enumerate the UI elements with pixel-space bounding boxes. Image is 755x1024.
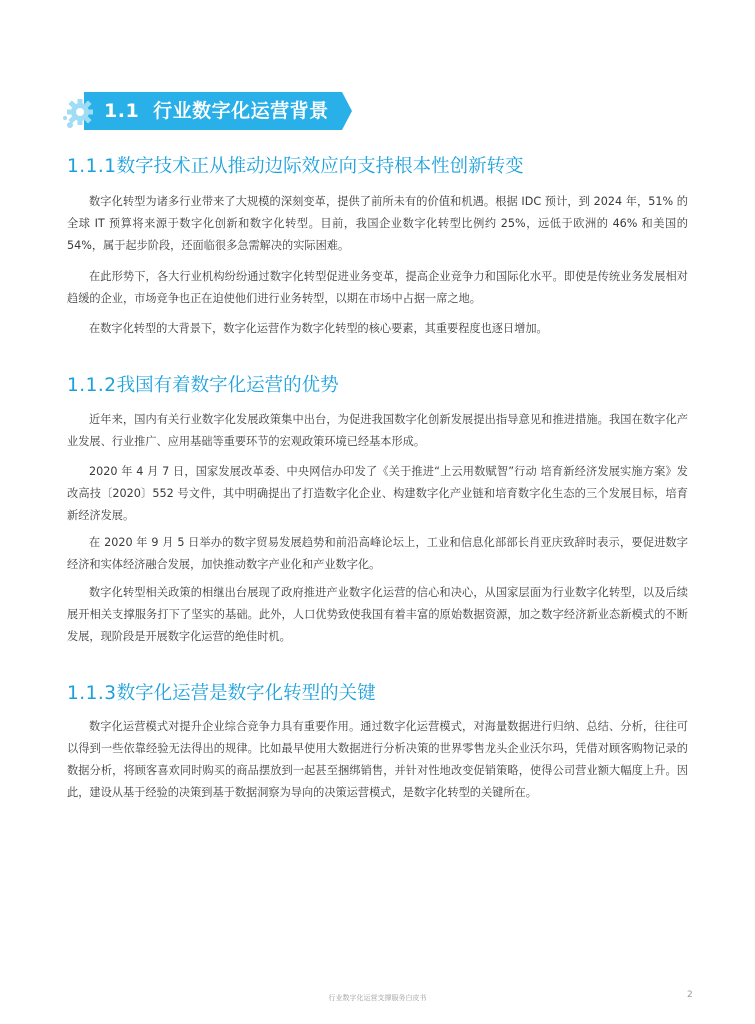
section-banner <box>62 92 352 130</box>
paragraph: 近年来，国内有关行业数字化发展政策集中出台，为促进我国数字化创新发展提出指导意见和推进措施。我国在数字化产业发展、行业推广、应用基础等重要环节的宏观政策环境已经基本形成。 <box>67 413 688 448</box>
banner-title <box>104 99 329 123</box>
section-title-text: 我国有着数字化运营的优势 <box>116 375 339 396</box>
section-number: 1.1.1 <box>67 156 117 177</box>
paragraph: 在 2020 年 9 月 5 日举办的数字贸易发展趋势和前沿高峰论坛上，工业和信息化部部长肖亚庆致辞时表示，要促进数字经济和实体经济融合发展，加快推动数字产业化和产业数字化。 <box>67 536 688 571</box>
section-title-text: 数字化运营是数字化转型的关键 <box>116 683 376 704</box>
footer-document-title: 行业数字化运营支撑服务白皮书 <box>328 994 427 1002</box>
paragraph: 在数字化转型的大背景下，数字化运营作为数字化转型的核心要素，其重要程度也逐日增加。 <box>89 322 548 335</box>
paragraph: 在此形势下，各大行业机构纷纷通过数字化转型促进业务变革，提高企业竞争力和国际化水平。即使是传统业务发展相对趋缓的企业，市场竞争也正在迫使他们进行业务转型，以期在市场中占据一席之地。 <box>67 270 688 305</box>
section-heading-1-1-1 <box>67 152 524 178</box>
section-number: 1.1.3 <box>67 683 117 704</box>
paragraph: 数字化转型相关政策的相继出台展现了政府推进产业数字化运营的信心和决心，从国家层面为行业数字化转型，以及后续展开相关支撑服务打下了坚实的基础。此外，人口优势致使我国有着丰富的原始数据资源，加之数字经济新业态新模式的不断发展，现阶段是开展数字化运营的绝佳时机。 <box>67 586 688 643</box>
paragraph: 数字化转型为诸多行业带来了大规模的深刻变革，提供了前所未有的价值和机遇。根据 IDC 预计，到 2024 年，51% 的全球 IT 预算将来源于数字化创新和数字化转型。目前，我国企业数字化转型比例约 25%，远低于欧洲的 46% 和美国的 54%，属于起步阶段，还面临很多急需解决的实际困难。 <box>67 195 688 252</box>
banner-title-text: 行业数字化运营背景 <box>153 100 329 122</box>
paragraph: 数字化运营模式对提升企业综合竞争力具有重要作用。通过数字化运营模式，对海量数据进行归纳、总结、分析，往往可以得到一些依靠经验无法得出的规律。比如最早使用大数据进行分析决策的世界零售龙头企业沃尔玛，凭借对顾客购物记录的数据分析，将顾客喜欢同时购买的商品摆放到一起甚至捆绑销售，并针对性地改变促销策略，使得公司营业额大幅度上升。因此，建设从基于经验的决策到基于数据洞察为导向的决策运营模式，是数字化转型的关键所在。 <box>67 720 688 799</box>
paragraph: 2020 年 4 月 7 日，国家发展改革委、中央网信办印发了《关于推进“上云用数赋智”行动 培育新经济发展实施方案》发改高技〔2020〕552 号文件，其中明确提出了打造数字化企业、构建数字化产业链和培育数字化生态的三个发展目标，培育新经济发展。 <box>67 465 688 522</box>
banner-number: 1.1 <box>104 100 140 122</box>
section-title-text: 数字技术正从推动边际效应向支持根本性创新转变 <box>116 156 524 177</box>
section-heading-1-1-3 <box>67 679 376 705</box>
section-heading-1-1-2 <box>67 371 339 397</box>
gear-icon <box>62 92 102 130</box>
page-number: 2 <box>687 990 693 1000</box>
section-number: 1.1.2 <box>67 375 117 396</box>
